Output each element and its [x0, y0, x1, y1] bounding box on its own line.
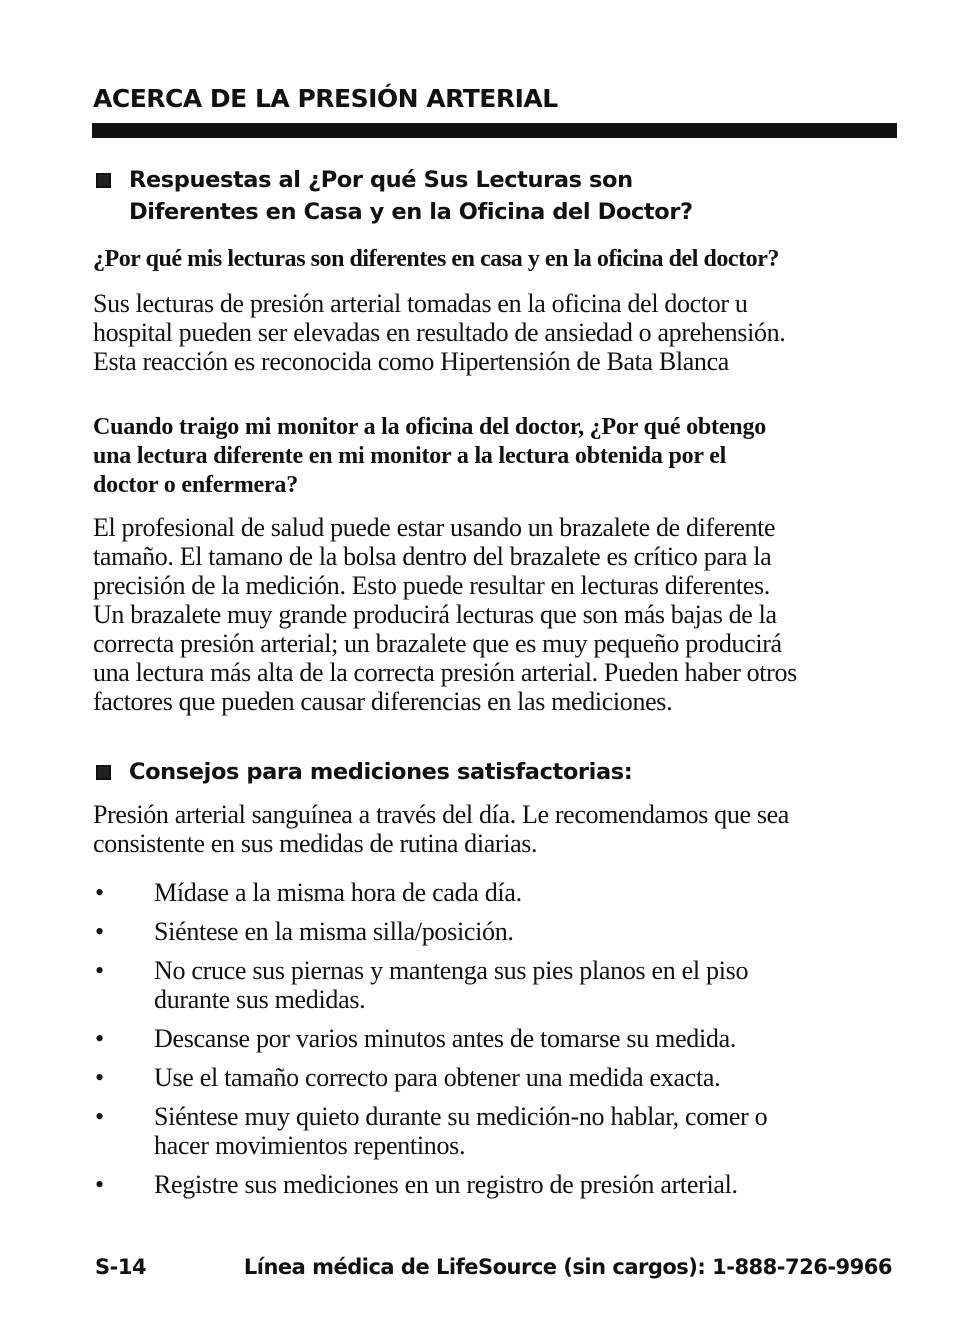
paragraph-line: correcta presión arterial; un brazalete que es muy pequeño producirá: [93, 629, 782, 658]
answer-white-coat: [93, 289, 898, 376]
bullet-icon: •: [95, 1102, 104, 1131]
tip-text: durante sus medidas.: [154, 985, 366, 1014]
tip-text: Mídase a la misma hora de cada día.: [154, 878, 522, 907]
paragraph-line: Esta reacción es reconocida como Hipertensión de Bata Blanca: [93, 347, 729, 376]
bullet-icon: •: [95, 917, 104, 946]
hotline-footer: Línea médica de LifeSource (sin cargos): 1-888-726-9966: [243, 1255, 892, 1279]
header-rule: [92, 123, 897, 138]
tip-text: Registre sus mediciones en un registro de presión arterial.: [154, 1170, 738, 1199]
square-bullet-icon: [96, 765, 111, 780]
list-item: [93, 1102, 898, 1160]
paragraph-line: una lectura más alta de la correcta presión arterial. Pueden haber otros: [93, 658, 797, 687]
paragraph-line: Un brazalete muy grande producirá lecturas que son más bajas de la: [93, 600, 777, 629]
bullet-icon: •: [95, 1063, 104, 1092]
square-bullet-icon: [96, 173, 111, 188]
paragraph-line: Presión arterial sanguínea a través del día. Le recomendamos que sea: [93, 800, 789, 829]
bullet-icon: •: [95, 1024, 104, 1053]
paragraph-line: hospital pueden ser elevadas en resultado de ansiedad o aprehensión.: [93, 318, 786, 347]
paragraph-line: precisión de la medición. Esto puede resultar en lecturas diferentes.: [93, 571, 770, 600]
tip-text: Descanse por varios minutos antes de tomarse su medida.: [154, 1024, 737, 1053]
question-line: doctor o enfermera?: [93, 472, 299, 498]
answer-cuff-size: [93, 513, 898, 716]
tip-text: Siéntese en la misma silla/posición.: [154, 917, 514, 946]
paragraph-line: factores que pueden causar diferencias en las mediciones.: [93, 687, 673, 716]
question-line: una lectura diferente en mi monitor a la lectura obtenida por el: [93, 443, 727, 469]
section-heading-line: Diferentes en Casa y en la Oficina del Doctor?: [129, 199, 693, 225]
list-item: [93, 1024, 898, 1053]
tip-text: Siéntese muy quieto durante su medición-no hablar, comer o: [154, 1102, 768, 1131]
paragraph-line: El profesional de salud puede estar usando un brazalete de diferente: [93, 513, 776, 542]
page-number: S-14: [95, 1255, 147, 1279]
bullet-icon: •: [95, 956, 104, 985]
list-item: [93, 878, 898, 907]
page-title: ACERCA DE LA PRESIÓN ARTERIAL: [93, 84, 558, 113]
question-monitor-at-office: [93, 413, 898, 500]
tip-text: Use el tamaño correcto para obtener una medida exacta.: [154, 1063, 721, 1092]
list-item: [93, 956, 898, 1014]
paragraph-line: Sus lecturas de presión arterial tomadas en la oficina del doctor u: [93, 289, 748, 318]
paragraph-line: consistente en sus medidas de rutina diarias.: [93, 829, 538, 858]
list-item: [93, 917, 898, 946]
list-item: [93, 1170, 898, 1199]
section-heading-line: Respuestas al ¿Por qué Sus Lecturas son: [129, 167, 633, 193]
tips-intro: [93, 800, 898, 858]
tips-list: [93, 878, 898, 1209]
tip-text: No cruce sus piernas y mantenga sus pies planos en el piso: [154, 956, 749, 985]
paragraph-line: tamaño. El tamano de la bolsa dentro del brazalete es crítico para la: [93, 542, 772, 571]
bullet-icon: •: [95, 878, 104, 907]
section-heading-line: Consejos para mediciones satisfactorias:: [129, 759, 633, 785]
question-home-vs-office: ¿Por qué mis lecturas son diferentes en casa y en la oficina del doctor?: [93, 246, 779, 272]
section-heading-tips: [96, 756, 632, 788]
list-item: [93, 1063, 898, 1092]
tip-text: hacer movimientos repentinos.: [154, 1131, 466, 1160]
question-line: Cuando traigo mi monitor a la oficina del doctor, ¿Por qué obtengo: [93, 414, 767, 440]
section-heading-responses: [96, 164, 693, 228]
bullet-icon: •: [95, 1170, 104, 1199]
